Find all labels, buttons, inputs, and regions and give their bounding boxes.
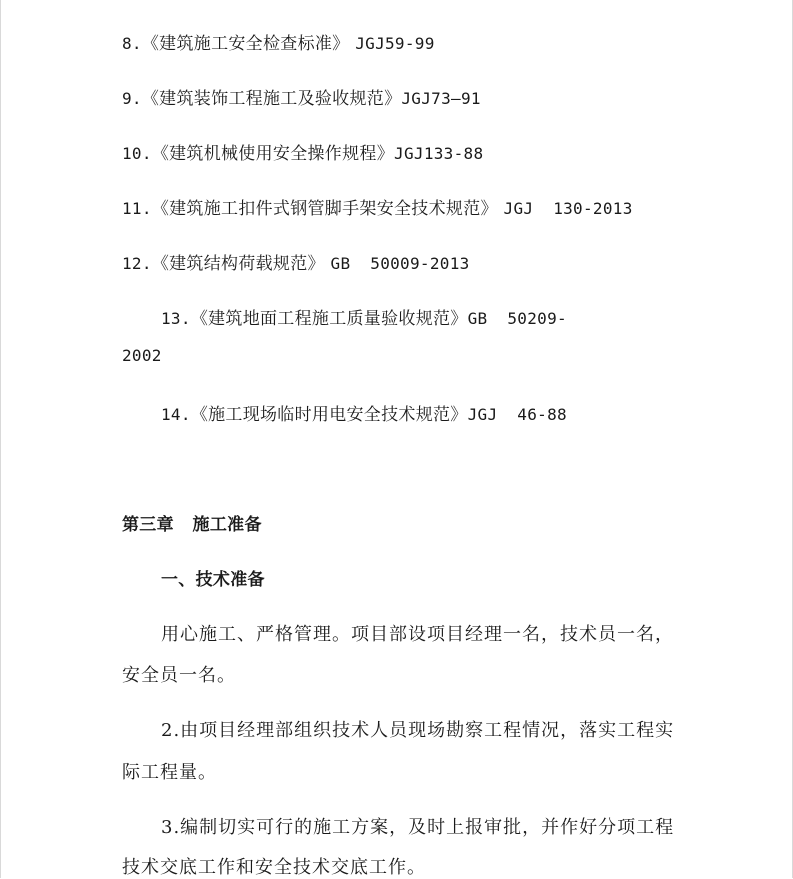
standard-code: JGJ 130-2013: [503, 199, 633, 218]
standard-title: 《建筑施工扣件式钢管脚手架安全技术规范》: [151, 199, 498, 219]
item-number: 9.: [122, 89, 142, 108]
standard-title: 《建筑装饰工程施工及验收规范》: [141, 89, 402, 109]
item-number: 10.: [122, 144, 152, 163]
paragraph-3-line-2: 技术交底工作和安全技术交底工作。: [122, 857, 426, 878]
standard-code: JGJ59-99: [355, 34, 435, 53]
standard-code: JGJ 46-88: [467, 405, 567, 424]
standard-code: JGJ133-88: [394, 144, 484, 163]
standard-title: 《施工现场临时用电安全技术规范》: [190, 405, 468, 425]
chapter-heading: 第三章 施工准备: [122, 515, 262, 535]
standard-title: 《建筑地面工程施工质量验收规范》: [190, 309, 468, 329]
paragraph-2-line-2: 际工程量。: [122, 762, 217, 783]
item-number: 8.: [122, 34, 142, 53]
standard-code: GB 50009-2013: [330, 254, 470, 273]
paragraph-2-line-1: 2.由项目经理部组织技术人员现场勘察工程情况，落实工程实: [161, 720, 675, 741]
paragraph-1-line-2: 安全员一名。: [122, 665, 236, 686]
standard-code-continuation: 2002: [122, 346, 162, 365]
item-number: 12.: [122, 254, 152, 273]
standard-title: 《建筑结构荷载规范》: [151, 254, 325, 274]
standard-item-9: [122, 84, 481, 109]
standard-item-10: [122, 139, 483, 164]
standard-item-8: [122, 29, 435, 54]
item-number: 13.: [161, 309, 191, 328]
item-number: 14.: [161, 405, 191, 424]
section-heading: 一、技术准备: [161, 570, 265, 590]
standard-title: 《建筑施工安全检查标准》: [141, 34, 350, 54]
standard-item-11: [122, 194, 633, 219]
paragraph-3-line-1: 3.编制切实可行的施工方案，及时上报审批，并作好分项工程: [161, 817, 675, 838]
standard-item-14: [161, 400, 567, 425]
standard-code: GB 50209-: [467, 309, 567, 328]
standard-item-13: [161, 304, 567, 329]
standard-title: 《建筑机械使用安全操作规程》: [151, 144, 395, 164]
standard-code: JGJ73—91: [401, 89, 481, 108]
paragraph-1-line-1: 用心施工、严格管理。项目部设项目经理一名，技术员一名，: [161, 624, 674, 645]
standard-item-12: [122, 249, 470, 274]
item-number: 11.: [122, 199, 152, 218]
